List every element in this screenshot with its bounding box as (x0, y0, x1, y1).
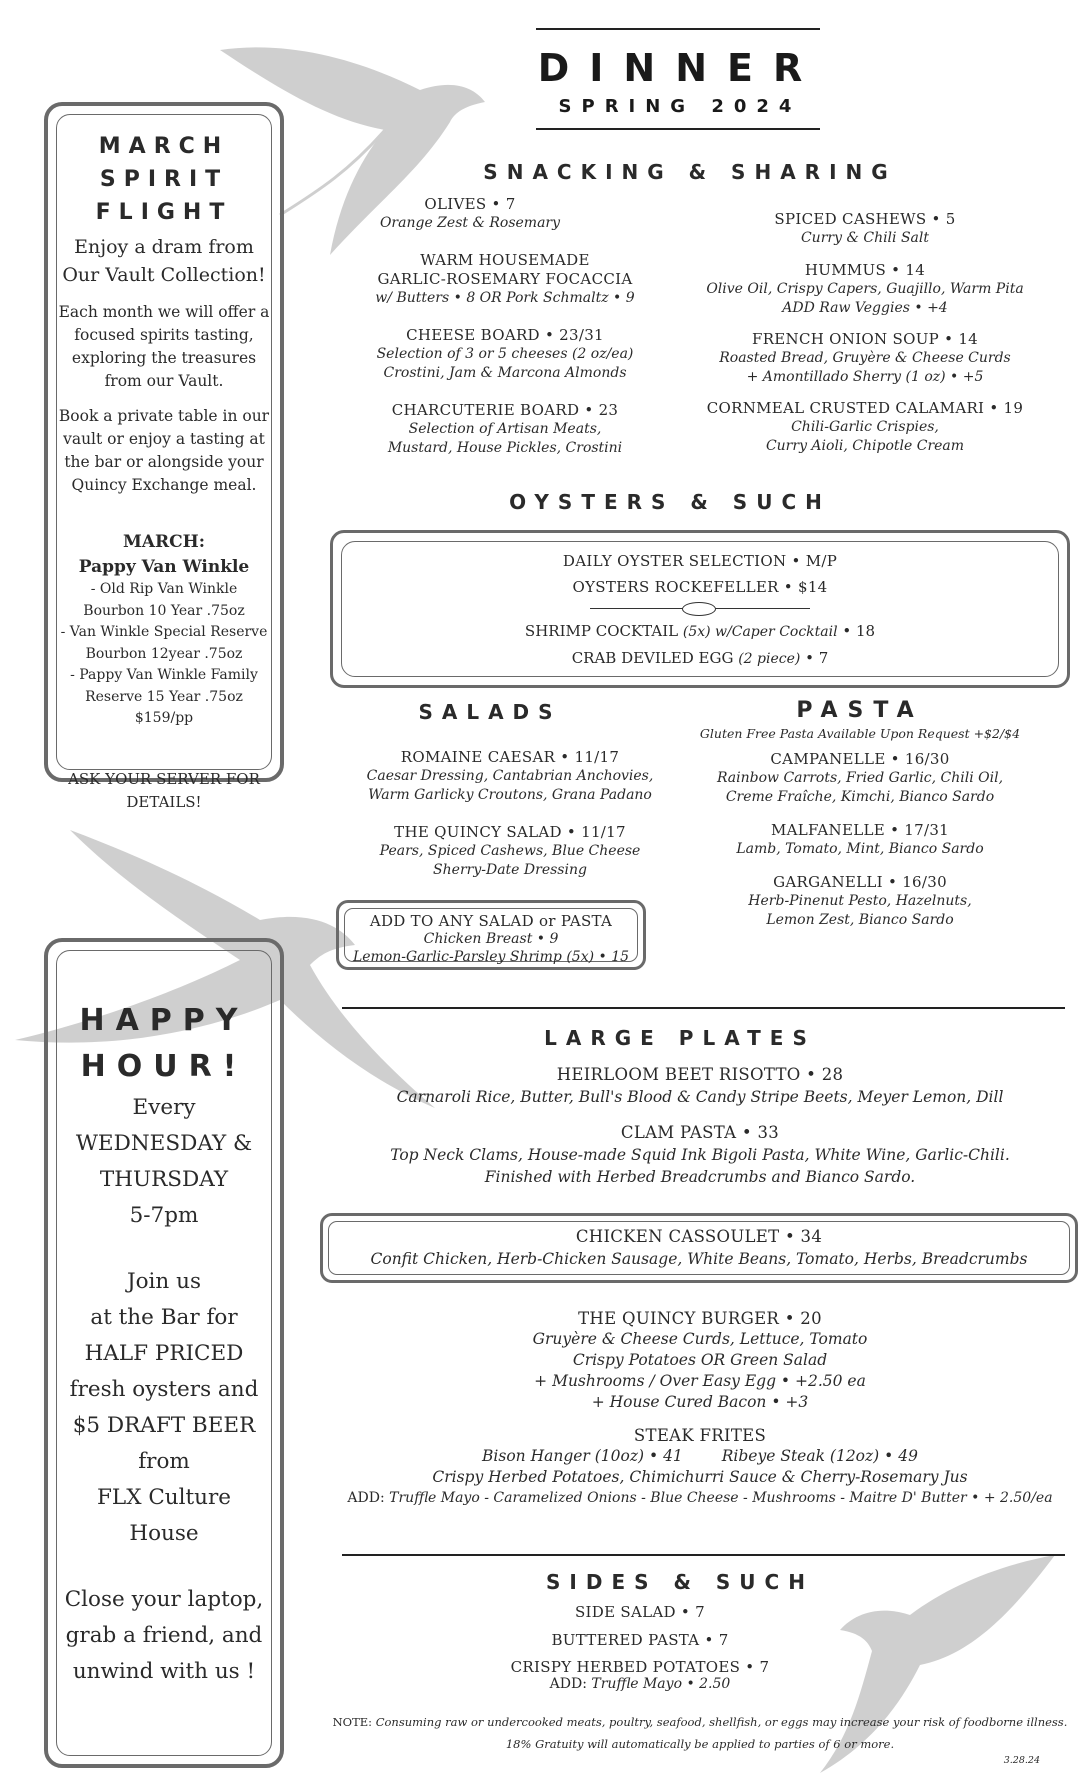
happy-hour-line: fresh oysters and (69, 1377, 259, 1402)
oyster-item: SHRIMP COCKTAIL (5x) w/Caper Cocktail • 18 (524, 622, 876, 640)
spirit-line: - Pappy Van Winkle Family (70, 667, 258, 683)
item-desc: Roasted Bread, Gruyère & Cheese Curds (719, 350, 1011, 366)
menu-item (310, 1308, 1088, 1413)
menu-item (440, 1659, 840, 1693)
menu-item (330, 748, 690, 805)
item-desc: ADD Raw Veggies • +4 (782, 300, 948, 316)
happy-hour-title-2: HOUR! (80, 1049, 248, 1084)
spirit-flight-intro: Enjoy a dram from Our Vault Collection! (62, 236, 266, 286)
item-name: BUTTERED PASTA • 7 (551, 1631, 729, 1649)
steak-option: Bison Hanger (10oz) • 41 (482, 1447, 683, 1465)
pasta-column (690, 750, 1030, 930)
happy-hour-line: grab a friend, and (65, 1623, 263, 1648)
menu-item (310, 1064, 1088, 1108)
happy-hour-content (56, 998, 272, 1690)
spirit-line: Bourbon 10 Year .75oz (83, 602, 245, 619)
item-name: CHARCUTERIE BOARD • 23 (391, 401, 619, 419)
happy-hour-line: at the Bar for (90, 1305, 238, 1330)
item-desc: + Mushrooms / Over Easy Egg • +2.50 ea (534, 1372, 866, 1390)
happy-hour-line: Every (132, 1095, 196, 1120)
side-add-label: ADD: (549, 1676, 587, 1692)
item-desc: Finished with Herbed Breadcrumbs and Bianco Sardo. (484, 1168, 916, 1186)
footer-date: 3.28.24 (1003, 1755, 1040, 1766)
sides-rule (342, 1554, 1065, 1556)
item-desc: Carnaroli Rice, Butter, Bull's Blood & Candy Stripe Beets, Meyer Lemon, Dill (396, 1088, 1004, 1106)
item-name: SPICED CASHEWS • 5 (774, 210, 956, 228)
spirit-flight-content (58, 130, 270, 814)
menu-item (330, 251, 680, 308)
item-desc: Curry Aioli, Chipotle Cream (765, 438, 965, 454)
pasta-note: Gluten Free Pasta Available Upon Request +$2/$4 (699, 726, 1021, 741)
large-plates-column (310, 1064, 1088, 1188)
item-name: WARM HOUSEMADE (420, 251, 590, 269)
menu-item (700, 261, 1030, 318)
happy-hour-line: $5 DRAFT BEER (72, 1413, 256, 1438)
item-desc: Top Neck Clams, House-made Squid Ink Bigoli Pasta, White Wine, Garlic-Chili. (390, 1146, 1010, 1164)
happy-hour-line: from (138, 1449, 190, 1474)
header-top-rule (536, 28, 820, 30)
item-name: MALFANELLE • 17/31 (770, 821, 950, 839)
happy-hour-title-1: HAPPY (79, 1003, 249, 1038)
large-plates-heading: LARGE PLATES (544, 1026, 816, 1050)
large-plates-column-2 (310, 1308, 1088, 1509)
spirit-flight-title-2: SPIRIT (99, 167, 229, 192)
steak-add-label: ADD: (347, 1490, 385, 1506)
item-name: CHEESE BOARD • 23/31 (406, 326, 604, 344)
addon-title: ADD TO ANY SALAD or PASTA (369, 912, 613, 930)
sides-column (440, 1603, 840, 1693)
item-name: CHICKEN CASSOULET • 34 (575, 1227, 823, 1246)
happy-hour-line: FLX Culture (97, 1485, 231, 1510)
item-name: HUMMUS • 14 (804, 261, 926, 279)
happy-hour-line: Join us (126, 1269, 201, 1294)
item-name: THE QUINCY BURGER • 20 (578, 1309, 822, 1328)
large-plates-rule (342, 1007, 1065, 1009)
side-add-text: Truffle Mayo • 2.50 (591, 1676, 731, 1692)
happy-hour-line: unwind with us ! (72, 1659, 256, 1684)
snacking-left-column (330, 195, 680, 458)
menu-item (310, 1122, 1088, 1188)
menu-item (440, 1631, 840, 1650)
spirit-flight-feature: Pappy Van Winkle (78, 557, 250, 577)
item-name: FRENCH ONION SOUP • 14 (751, 330, 979, 348)
item-name: THE QUINCY SALAD • 11/17 (394, 823, 626, 841)
happy-hour-line: HALF PRICED (84, 1341, 244, 1366)
menu-item (330, 823, 690, 880)
oyster-item: OYSTERS ROCKEFELLER • $14 (572, 578, 828, 596)
oyster-item: CRAB DEVILED EGG (2 piece) • 7 (571, 649, 829, 667)
item-desc: Crostini, Jam & Marcona Almonds (383, 365, 627, 381)
item-desc: Confit Chicken, Herb-Chicken Sausage, White Beans, Tomato, Herbs, Breadcrumbs (370, 1250, 1028, 1268)
steak-option: Ribeye Steak (12oz) • 49 (721, 1447, 918, 1465)
item-desc: Curry & Chili Salt (800, 230, 930, 246)
item-name: CAMPANELLE • 16/30 (770, 750, 950, 768)
spirit-price: $159/pp (134, 710, 194, 726)
item-name: CORNMEAL CRUSTED CALAMARI • 19 (706, 399, 1024, 417)
item-desc: Rainbow Carrots, Fried Garlic, Chili Oil, (716, 770, 1004, 786)
item-desc: Lamb, Tomato, Mint, Bianco Sardo (736, 841, 984, 857)
item-desc: Lemon Zest, Bianco Sardo (766, 912, 954, 928)
item-desc: Olive Oil, Crispy Capers, Guajillo, Warm Pita (706, 281, 1024, 297)
item-name-line-2: GARLIC-ROSEMARY FOCACCIA (377, 270, 633, 288)
menu-item (330, 326, 680, 383)
happy-hour-line: THURSDAY (99, 1167, 229, 1192)
oysters-heading: OYSTERS & SUCH (509, 490, 831, 514)
happy-hour-line: Close your laptop, (64, 1587, 264, 1612)
ornament-divider (590, 600, 810, 618)
happy-hour-line: 5-7pm (129, 1203, 199, 1228)
sides-heading: SIDES & SUCH (546, 1570, 814, 1594)
item-name: SIDE SALAD • 7 (574, 1603, 705, 1621)
item-name: OLIVES • 7 (424, 195, 516, 213)
spirit-line: Reserve 15 Year .75oz (85, 688, 243, 705)
snacking-right-column (700, 210, 1030, 456)
addon-line: Lemon-Garlic-Parsley Shrimp (5x) • 15 (352, 949, 630, 965)
spirit-flight-title-3: FLIGHT (95, 200, 233, 225)
item-desc: + Amontillado Sherry (1 oz) • +5 (746, 369, 984, 385)
item-desc: Selection of 3 or 5 cheeses (2 oz/ea) (376, 346, 634, 362)
footer-note: NOTE: Consuming raw or undercooked meats, poultry, seafood, shellfish, or eggs may increase your risk of foodborne illness. (332, 1715, 1068, 1729)
oyster-item: DAILY OYSTER SELECTION • M/P (562, 552, 838, 570)
item-desc: Caesar Dressing, Cantabrian Anchovies, (366, 768, 654, 784)
happy-hour-line: WEDNESDAY & (75, 1131, 253, 1156)
cassoulet-content (322, 1226, 1076, 1270)
item-desc: + House Cured Bacon • +3 (591, 1393, 809, 1411)
menu-item (690, 821, 1030, 859)
item-name: ROMAINE CAESAR • 11/17 (400, 748, 620, 766)
item-desc: Orange Zest & Rosemary (379, 215, 561, 231)
item-desc: Warm Garlicky Croutons, Grana Padano (368, 787, 652, 803)
item-name: CLAM PASTA • 33 (620, 1123, 780, 1142)
spirit-flight-para-1: Each month we will offer a focused spirits tasting, exploring the treasures from our Vault. (58, 303, 270, 390)
oysters-content (340, 548, 1060, 672)
header-bottom-rule (536, 128, 820, 130)
menu-item (690, 750, 1030, 807)
spirit-flight-cta: ASK YOUR SERVER FOR DETAILS! (68, 769, 260, 811)
menu-item (700, 330, 1030, 387)
item-desc: Crispy Potatoes OR Green Salad (572, 1351, 828, 1369)
item-name: HEIRLOOM BEET RISOTTO • 28 (556, 1065, 844, 1084)
addon-content (340, 912, 642, 966)
spirit-flight-month: MARCH: (122, 532, 205, 552)
item-desc: w/ Butters • 8 OR Pork Schmaltz • 9 (375, 290, 635, 306)
addon-line: Chicken Breast • 9 (423, 931, 559, 947)
spirit-line: - Old Rip Van Winkle (90, 581, 238, 597)
menu-item (330, 401, 680, 458)
item-desc: Pears, Spiced Cashews, Blue Cheese (379, 843, 641, 859)
spirit-flight-title-1: MARCH (98, 134, 230, 159)
item-desc: Mustard, House Pickles, Crostini (387, 440, 623, 456)
menu-item (310, 1425, 1088, 1509)
menu-item (260, 195, 680, 233)
menu-item (700, 399, 1030, 456)
snacking-heading: SNACKING & SHARING (483, 160, 897, 184)
item-desc: Crispy Herbed Potatoes, Chimichurri Sauce & Cherry-Rosemary Jus (432, 1468, 968, 1486)
menu-item (440, 1603, 840, 1622)
salads-column (330, 748, 690, 880)
item-desc: Chili-Garlic Crispies, (791, 419, 939, 435)
menu-item (700, 210, 1030, 248)
menu-item (690, 873, 1030, 930)
item-name: CRISPY HERBED POTATOES • 7 (510, 1658, 770, 1676)
item-name: GARGANELLI • 16/30 (773, 873, 947, 891)
pasta-heading: PASTA (796, 698, 924, 723)
salads-heading: SALADS (418, 700, 562, 724)
item-desc: Selection of Artisan Meats, (408, 421, 602, 437)
happy-hour-line: House (129, 1521, 199, 1546)
item-desc: Sherry-Date Dressing (433, 862, 587, 878)
menu-subtitle: SPRING 2024 (558, 96, 802, 117)
steak-add-options: Truffle Mayo - Caramelized Onions - Blue Cheese - Mushrooms - Maitre D' Butter • + 2.50/ea (389, 1490, 1053, 1506)
spirit-line: Bourbon 12year .75oz (85, 645, 243, 662)
item-desc: Gruyère & Cheese Curds, Lettuce, Tomato (532, 1330, 868, 1348)
item-name: STEAK FRITES (633, 1426, 767, 1445)
spirit-flight-para-2: Book a private table in our vault or enjoy a tasting at the bar or alongside your Quincy Exchange meal. (58, 407, 270, 494)
footer-gratuity: 18% Gratuity will automatically be applied to parties of 6 or more. (505, 1737, 895, 1751)
item-desc: Creme Fraîche, Kimchi, Bianco Sardo (725, 789, 995, 805)
spirit-line: - Van Winkle Special Reserve (60, 624, 268, 640)
item-desc: Herb-Pinenut Pesto, Hazelnuts, (748, 893, 972, 909)
menu-title: DINNER (537, 46, 823, 90)
